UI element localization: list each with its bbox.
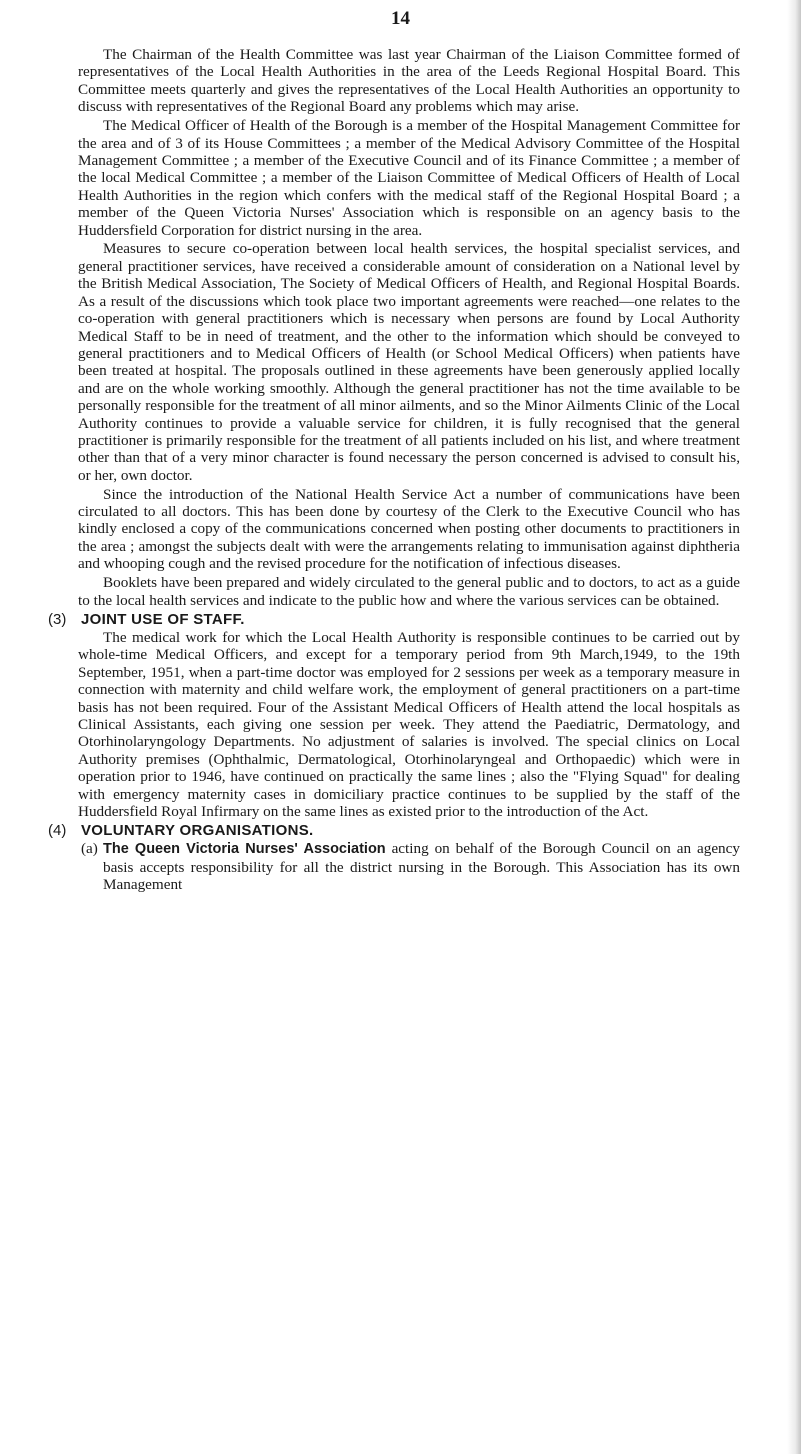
section-heading: JOINT USE OF STAFF. [81,610,245,628]
paragraph-co-operation-measures: Measures to secure co-operation between local health services, the hospital specialist services, and general practitioner services, have received a considerable amount of consideration on a National level by the British Medical Association, The Society of Medical Officers of Health, and Regional Hospital Boards. As a result of the discussions which took place two important agreements were reached—one relates to the co-operation with general practitioners which is necessary when persons are found by Local Authority Medical Staff to be in need of treatment, and the other to the information which should be conveyed to general practitioners and to Medical Officers of Health (or School Medical Officers) when patients have been treated at hospital. The proposals outlined in these agreements have been generously applied locally and are on the whole working smoothly. Although the general practitioner has not the time available to be personally responsible for the treatment of all minor ailments, and so the Minor Ailments Clinic of the Local Authority continues to provide a valuable service for children, it is fully recognised that the general practitioner is primarily responsible for the treatment of all patients included on his list, and where treatment other than that of a very minor character is found necessary the person concerned is advised to consult his, or her, own doctor. [78,240,740,484]
paragraph-liaison-committee: The Chairman of the Health Committee was last year Chairman of the Liaison Committee formed of representatives of the Local Health Authorities in the area of the Leeds Regional Hospital Board. This Committee meets quarterly and gives the representatives of the Local Health Authorities an opportunity to discuss with representatives of the Regional Board any problems which may arise. [78,46,740,116]
sub-item-text: acting on behalf of the Borough Council on an agency basis accepts responsibility for all the district nursing in the Borough. This Association has its own Management [103,840,740,894]
section-voluntary-organisations [48,821,740,839]
body-text [48,46,740,894]
page-number: 14 [391,8,410,29]
sub-item-label: (a) [81,840,98,858]
paragraph-communications: Since the introduction of the National Health Service Act a number of communications have been circulated to all doctors. This has been done by courtesy of the Clerk to the Executive Council who has kindly enclosed a copy of the communications concerned when posting other documents to practitioners in the area ; amongst the subjects dealt with were the arrangements relating to immunisation against diphtheria and whooping cough and the revised procedure for the notification of infectious diseases. [78,485,740,573]
sub-item-queen-victoria-nurses [78,840,740,893]
paragraph-medical-officer-memberships: The Medical Officer of Health of the Borough is a member of the Hospital Management Committee for the area and of 3 of its House Committees ; a member of the Medical Advisory Committee of the Hospital Management Committee ; a member of the Executive Council and of its Finance Committee ; a member of the local Medical Committee ; a member of the Liaison Committee of Medical Officers of Health of Local Health Authorities in the region which confers with the medical staff of the Regional Hospital Board ; a member of the Queen Victoria Nurses' Association which is responsible on an agency basis to the Huddersfield Corporation for district nursing in the area. [78,117,740,239]
section-number: (3) [48,610,67,628]
section-number: (4) [48,821,67,839]
paragraph-booklets: Booklets have been prepared and widely circulated to the general public and to doctors, to act as a guide to the local health services and indicate to the public how and where the various services can be obtained. [78,574,740,609]
sub-item-lead: The Queen Victoria Nurses' Association [103,841,386,858]
section-heading: VOLUNTARY ORGANISATIONS. [81,821,314,839]
page-edge-shadow [787,0,801,1454]
paragraph-joint-use-of-staff: The medical work for which the Local Health Authority is responsible continues to be carried out by whole-time Medical Officers, and except for a temporary period from 9th March,1949, to the 19th September, 1951, when a part-time doctor was employed for 2 sessions per week as a temporary measure in connection with maternity and child welfare work, the employment of general practitioners on a part-time basis has not been required. Four of the Assistant Medical Officers of Health attend the local hospitals as Clinical Assistants, each giving one session per week. They attend the Paediatric, Dermatology, and Otorhinolaryngology Departments. No adjustment of salaries is involved. The special clinics on Local Authority premises (Ophthalmic, Dermatological, Otorhinolaryngeal and Orthopaedic) which were in operation prior to 1946, have continued on practically the same lines ; also the "Flying Squad" for dealing with emergency maternity cases in domiciliary practice continues to be supplied by the staff of the Huddersfield Royal Infirmary on the same lines as existed prior to the introduction of the Act. [78,628,740,820]
section-joint-use-of-staff [48,610,740,628]
